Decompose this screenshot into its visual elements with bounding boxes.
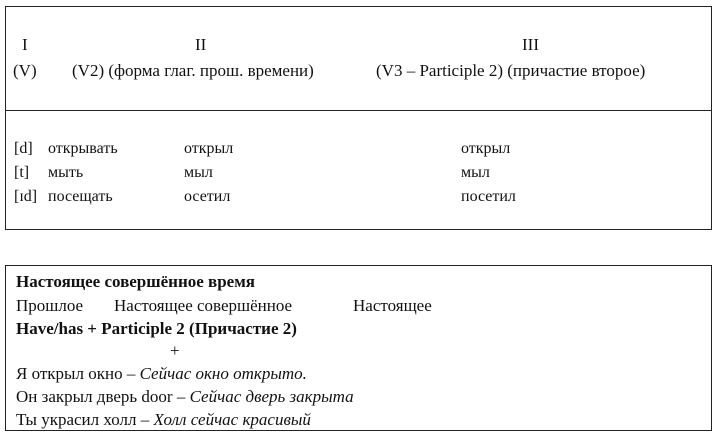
verb-forms-table: [5, 6, 712, 230]
example-3: [16, 411, 311, 428]
example-1-italic: Сейчас окно открыто.: [139, 364, 307, 383]
scheme-perfect: Настоящее совершённое: [114, 296, 293, 315]
row-1-v2: открыл: [184, 140, 234, 157]
row-2-sound: [t]: [14, 164, 30, 181]
row-1-v3: открыл: [461, 140, 511, 157]
column-1-label: (V): [13, 61, 37, 80]
note-title: Настоящее совершённое время: [16, 272, 256, 291]
row-2-v1: мыть: [48, 164, 84, 181]
row-3-sound: [ɪd]: [14, 188, 38, 205]
example-2: [16, 388, 354, 405]
scheme-past: Прошлое: [16, 296, 84, 315]
row-2-v3: мыл: [461, 164, 490, 181]
plus-sign: +: [170, 341, 180, 360]
example-1: [16, 365, 307, 382]
note-formula: Have/has + Participle 2 (Причастие 2): [16, 319, 297, 338]
column-3-numeral: III: [522, 35, 539, 54]
example-1-plain: Я открыл окно –: [16, 364, 140, 383]
scheme-present: Настоящее: [353, 296, 432, 315]
row-3-v1: посещать: [48, 188, 113, 205]
column-2-label: (V2) (форма глаг. прош. времени): [72, 61, 314, 80]
column-2-numeral: II: [195, 35, 207, 54]
row-3-v2: осетил: [184, 188, 231, 205]
example-3-italic: Холл сейчас красивый: [153, 410, 311, 429]
column-1-numeral: I: [22, 35, 28, 54]
row-3-v3: посетил: [461, 188, 516, 205]
example-2-italic: Сейчас дверь закрыта: [189, 387, 354, 406]
row-1-sound: [d]: [14, 140, 33, 157]
row-2-v2: мыл: [184, 164, 213, 181]
example-3-plain: Ты украсил холл –: [16, 410, 154, 429]
table-divider: [6, 110, 711, 111]
row-1-v1: открывать: [48, 140, 118, 157]
example-2-plain: Он закрыл дверь door –: [16, 387, 190, 406]
column-3-label: (V3 – Participle 2) (причастие второе): [376, 61, 646, 80]
present-perfect-note: [5, 265, 712, 431]
